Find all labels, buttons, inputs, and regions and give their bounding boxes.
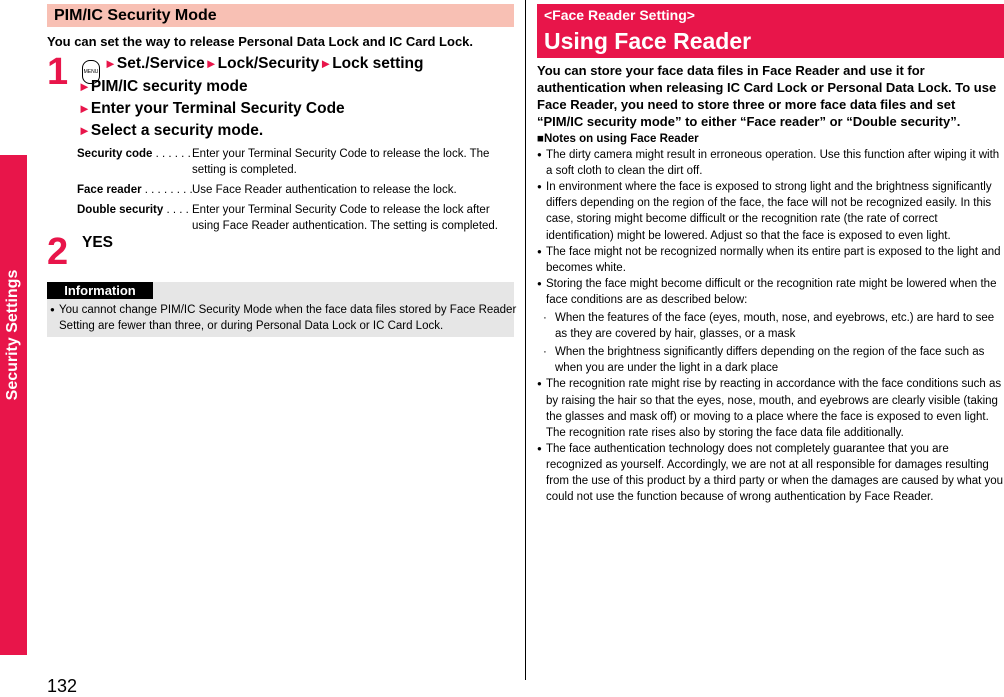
menu-lock-security: Lock/Security xyxy=(217,55,320,72)
column-divider xyxy=(525,0,526,680)
arrow-icon: ► xyxy=(104,56,117,71)
notes-heading: ■Notes on using Face Reader xyxy=(537,133,699,145)
sub-list-item: · When the brightness significantly differs depending on the region of the face such as when you are under the light in a dark place xyxy=(537,344,1004,376)
section-title: Using Face Reader xyxy=(544,28,752,54)
list-item: ● The face authentication technology does not completely guarantee that you are recognized as yourself. Accordingly, we are not at all responsible for damages resulting from the use of this product by a third party or when the damages are caused by what you could not use the function because of wrong authentication by Face Reader. xyxy=(537,441,1004,505)
arrow-icon: ► xyxy=(78,123,91,138)
arrow-icon: ► xyxy=(319,56,333,71)
side-tab xyxy=(0,155,27,655)
step1-line3 xyxy=(78,100,345,118)
right-section-header xyxy=(537,4,1004,58)
select-mode-text: Select a security mode. xyxy=(90,122,264,139)
definition-desc: Use Face Reader authentication to release the lock. xyxy=(192,184,457,196)
arrow-icon: ► xyxy=(204,56,218,71)
section-title: PIM/IC Security Mode xyxy=(47,4,514,27)
definition-row xyxy=(77,202,515,234)
menu-lock-setting: Lock setting xyxy=(332,55,424,72)
side-tab-label: Security Settings xyxy=(4,269,21,401)
menu-key-icon: MENU xyxy=(82,60,100,84)
definition-row xyxy=(77,182,515,198)
sub-list-item: · When the features of the face (eyes, mouth, nose, and eyebrows, etc.) are hard to see as they are covered by hair, glasses, or a mask xyxy=(537,310,1004,342)
security-mode-list xyxy=(77,146,515,238)
list-item: ● The dirty camera might result in erroneous operation. Use this function after wiping it with a soft cloth to clean the dirt off. xyxy=(537,147,1004,179)
notes-list xyxy=(537,131,1004,505)
arrow-icon: ► xyxy=(78,101,91,116)
information-text: ● You cannot change PIM/IC Security Mode when the face data files stored by Face Reader Setting are fewer than three, or during Personal Data Lock or IC Card Lock. xyxy=(50,302,517,334)
step1-line4 xyxy=(78,122,263,140)
definition-row xyxy=(77,146,515,178)
definition-term: Double security . . . xyxy=(77,202,192,234)
information-label: Information xyxy=(47,282,153,299)
step1-line2 xyxy=(78,78,248,96)
step-number-2: 2 xyxy=(47,231,69,273)
step2-text: YES xyxy=(82,234,114,251)
step-number-1: 1 xyxy=(47,51,69,93)
definition-desc: Enter your Terminal Security Code to release the lock after using Face Reader authentication. The setting is completed. xyxy=(192,204,498,232)
section-intro: You can set the way to release Personal Data Lock and IC Card Lock. xyxy=(47,34,474,49)
section-subtitle: <Face Reader Setting> xyxy=(544,7,695,23)
enter-security-code-text: Enter your Terminal Security Code xyxy=(90,100,345,117)
list-item: ● Storing the face might become difficult or the recognition rate might be lowered when the face conditions are as described below: xyxy=(537,276,1004,308)
information-box xyxy=(47,282,517,337)
page-number: 132 xyxy=(47,676,78,696)
arrow-icon: ► xyxy=(78,79,91,94)
face-reader-intro: You can store your face data files in Face Reader and use it for authentication when releasing IC Card Lock or Personal Data Lock. To use Face Reader, you need to store three or more face data files and set “PIM/IC security mode” to either “Face reader” or “Double security”. xyxy=(537,63,997,129)
definition-term: Face reader . . . xyxy=(77,182,192,198)
list-item: ● The recognition rate might rise by reacting in accordance with the face conditions such as by raising the hair so that the eyes, nose, mouth, and eyebrows are clearly visible (taking the glasses and mask off) or moving to a place where the face is exposed to even light. The recognition rate rises also by storing the face data file additionally. xyxy=(537,376,1004,440)
list-item: ● The face might not be recognized normally when its entire part is exposed to the light and becomes white. xyxy=(537,244,1004,276)
menu-pim-ic-security-mode: PIM/IC security mode xyxy=(90,78,248,95)
list-item: ● In environment where the face is exposed to strong light and the brightness significantly differs depending on the region of the face, the face will not be recognized easily. In this case, storing might become difficult or the recognition rate (the rate of correct identification) might be lowered. Adjust so that the face is exposed to even light. xyxy=(537,179,1004,243)
definition-desc: Enter your Terminal Security Code to release the lock. The setting is completed. xyxy=(192,148,490,176)
definition-term: Security code . . . xyxy=(77,146,192,178)
menu-set-service: Set./Service xyxy=(116,55,205,72)
